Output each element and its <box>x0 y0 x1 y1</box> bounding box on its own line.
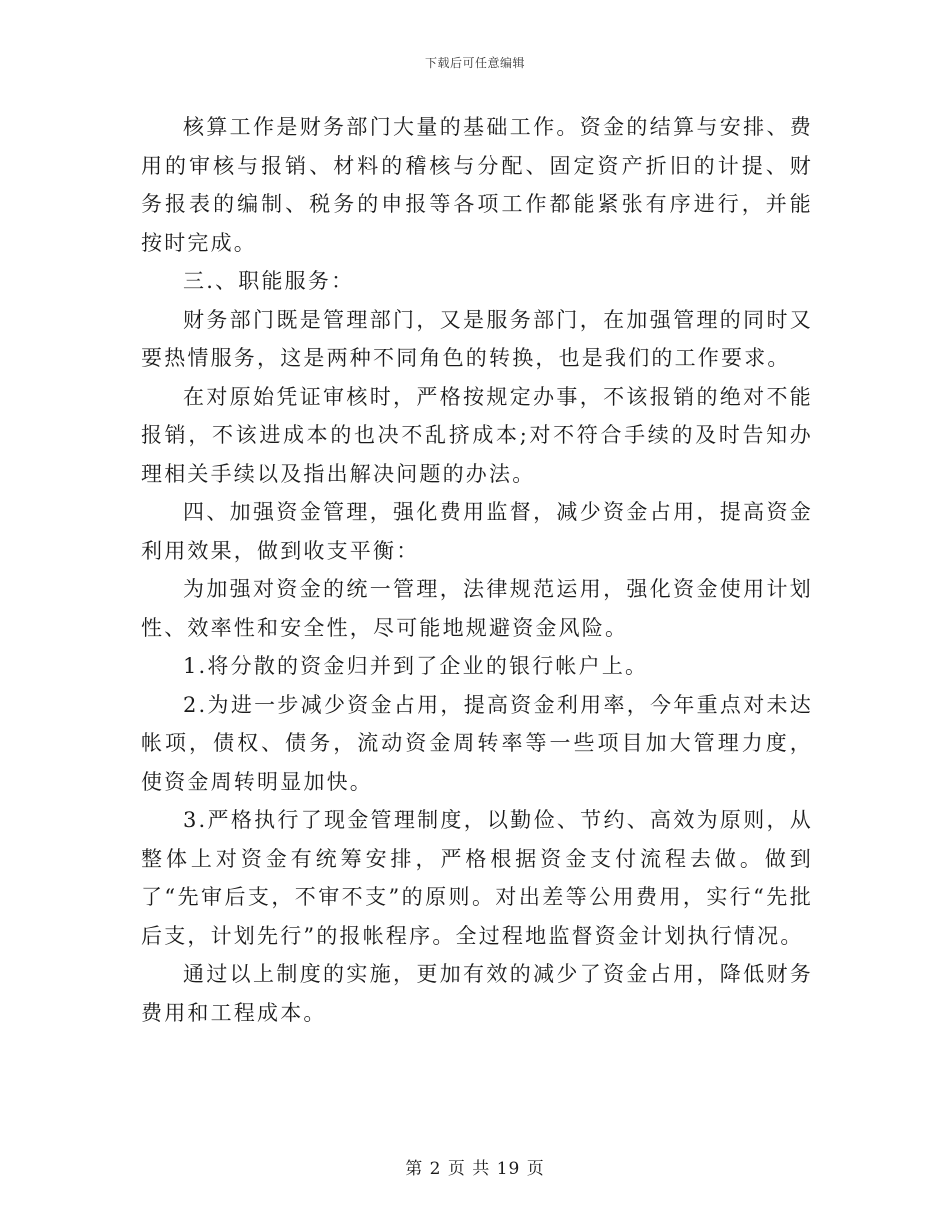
paragraph: 为加强对资金的统一管理，法律规范运用，强化资金使用计划性、效率性和安全性，尽可能地规避资金风险。 <box>141 577 813 640</box>
list-item: 3.严格执行了现金管理制度，以勤俭、节约、高效为原则，从整体上对资金有统筹安排，严格根据资金支付流程去做。做到了“先审后支，不审不支”的原则。对出差等公用费用，实行“先批后支，计划先行”的报帐程序。全过程地监督资金计划执行情况。 <box>141 808 813 948</box>
list-item: 1.将分散的资金归并到了企业的银行帐户上。 <box>183 654 649 678</box>
paragraph: 财务部门既是管理部门，又是服务部门，在加强管理的同时又要热情服务，这是两种不同角色的转换，也是我们的工作要求。 <box>141 307 813 370</box>
page-number: 第 2 页 共 19 页 <box>405 1159 545 1179</box>
section-heading: 三.、职能服务： <box>183 269 355 293</box>
header-note: 下载后可任意编辑 <box>424 56 525 70</box>
document-body <box>141 108 813 1032</box>
list-item: 2.为进一步减少资金占用，提高资金利用率，今年重点对未达帐项，债权、债务，流动资金周转率等一些项目加大管理力度，使资金周转明显加快。 <box>141 692 813 794</box>
paragraph: 通过以上制度的实施，更加有效的减少了资金占用，降低财务费用和工程成本。 <box>141 962 813 1025</box>
paragraph: 在对原始凭证审核时，严格按规定办事，不该报销的绝对不能报销，不该进成本的也决不乱挤成本;对不符合手续的及时告知办理相关手续以及指出解决问题的办法。 <box>141 384 813 486</box>
section-heading: 四、加强资金管理，强化费用监督，减少资金占用，提高资金利用效果，做到收支平衡： <box>141 500 813 563</box>
paragraph: 核算工作是财务部门大量的基础工作。资金的结算与安排、费用的审核与报销、材料的稽核与分配、固定资产折旧的计提、财务报表的编制、税务的申报等各项工作都能紧张有序进行，并能按时完成。 <box>141 115 813 255</box>
